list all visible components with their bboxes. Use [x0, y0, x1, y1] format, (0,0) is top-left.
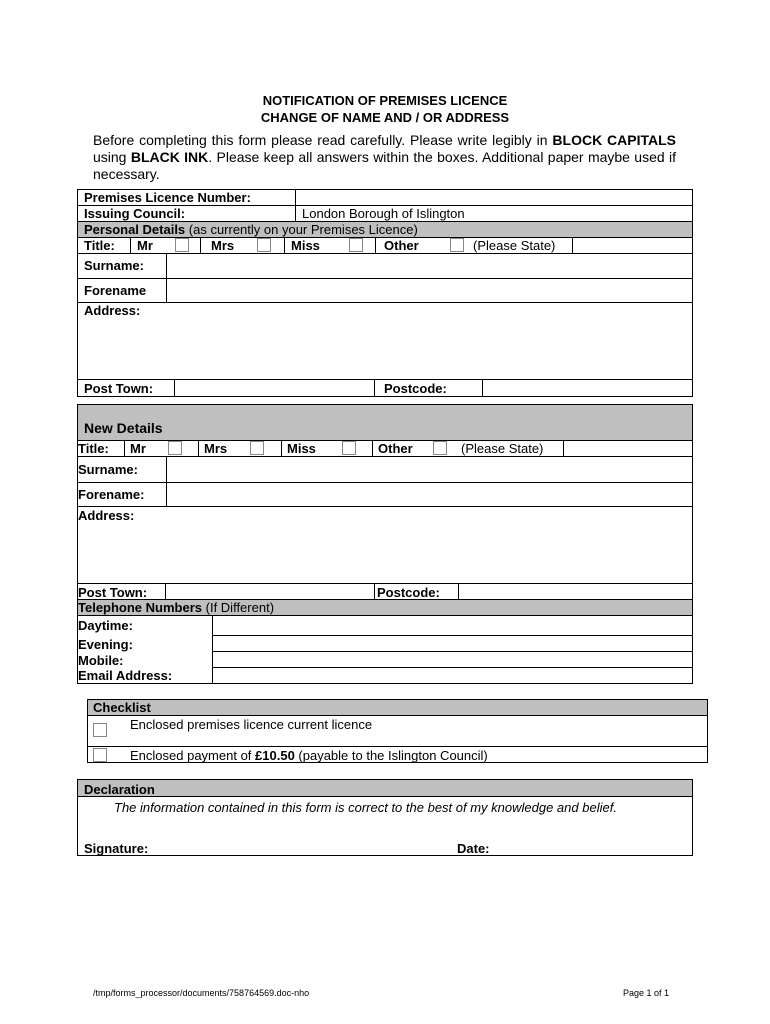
forename-field[interactable]	[167, 279, 692, 301]
new-title-mrs-label: Mrs	[204, 441, 228, 456]
form-subtitle: CHANGE OF NAME AND / OR ADDRESS	[260, 110, 510, 125]
footer-page-number: Page 1 of 1	[623, 988, 670, 998]
new-postcode-field[interactable]	[459, 584, 692, 599]
new-title-other-label: Other	[378, 441, 413, 456]
post-town-label: Post Town:	[84, 381, 154, 396]
licence-number-label: Premises Licence Number:	[84, 190, 251, 205]
title-other-checkbox[interactable]	[450, 238, 464, 252]
new-surname-field[interactable]	[167, 457, 692, 481]
title-mr-label: Mr	[137, 238, 153, 253]
declaration-heading: Declaration	[84, 782, 155, 797]
postcode-label: Postcode:	[384, 381, 447, 396]
telephone-heading: Telephone Numbers (If Different)	[78, 600, 275, 615]
daytime-label: Daytime:	[78, 618, 133, 633]
title-mrs-label: Mrs	[211, 238, 235, 253]
form-title: NOTIFICATION OF PREMISES LICENCE	[262, 93, 508, 108]
new-title-mr-checkbox[interactable]	[168, 441, 182, 455]
new-details-heading: New Details	[84, 420, 163, 436]
title-label: Title:	[84, 238, 115, 253]
new-title-mr-label: Mr	[130, 441, 146, 456]
surname-field[interactable]	[167, 254, 692, 277]
new-forename-field[interactable]	[167, 483, 692, 505]
mobile-label: Mobile:	[78, 653, 124, 668]
checklist-payment-label: Enclosed payment of £10.50 (payable to the Islington Council)	[130, 748, 488, 763]
title-mrs-checkbox[interactable]	[257, 238, 271, 252]
surname-label: Surname:	[84, 258, 144, 273]
new-post-town-label: Post Town:	[78, 585, 148, 600]
new-postcode-label: Postcode:	[377, 585, 440, 600]
evening-field[interactable]	[213, 636, 692, 651]
new-forename-label: Forename:	[78, 487, 145, 502]
new-title-label: Title:	[78, 441, 109, 456]
issuing-council-label: Issuing Council:	[84, 206, 186, 221]
mobile-field[interactable]	[213, 652, 692, 667]
please-state-label: (Please State)	[473, 238, 556, 253]
address-field[interactable]	[78, 320, 692, 378]
checklist-licence-checkbox[interactable]	[93, 723, 107, 737]
date-field[interactable]	[500, 836, 690, 854]
daytime-field[interactable]	[213, 616, 692, 635]
declaration-statement: The information contained in this form is correct to the best of my knowledge and belief.	[114, 800, 617, 815]
checklist-heading: Checklist	[93, 700, 151, 715]
post-town-field[interactable]	[175, 380, 373, 396]
title-miss-label: Miss	[291, 238, 320, 253]
title-mr-checkbox[interactable]	[175, 238, 189, 252]
address-label: Address:	[84, 303, 141, 318]
new-title-miss-checkbox[interactable]	[342, 441, 356, 455]
footer-file-path: /tmp/forms_processor/documents/758764569.doc-nho	[93, 988, 310, 998]
intro-text: Before completing this form please read carefully. Please write legibly in BLOCK CAPITALS using BLACK INK. Please keep all answers within the boxes. Additional paper maybe used if necessary.	[93, 132, 677, 182]
new-title-other-checkbox[interactable]	[433, 441, 447, 455]
evening-label: Evening:	[78, 637, 133, 652]
checklist-payment-checkbox[interactable]	[93, 748, 107, 762]
forename-label: Forename	[84, 283, 147, 298]
new-address-field[interactable]	[78, 524, 692, 582]
new-please-state-label: (Please State)	[461, 441, 544, 456]
new-title-miss-label: Miss	[287, 441, 316, 456]
email-label: Email Address:	[78, 668, 173, 683]
title-miss-checkbox[interactable]	[349, 238, 363, 252]
new-address-label: Address:	[78, 508, 135, 523]
issuing-council-value: London Borough of Islington	[302, 206, 465, 221]
checklist-licence-label: Enclosed premises licence current licence	[130, 717, 373, 732]
new-post-town-field[interactable]	[166, 584, 373, 599]
signature-field[interactable]	[160, 836, 450, 854]
signature-label: Signature:	[84, 841, 149, 856]
postcode-field[interactable]	[483, 380, 692, 396]
date-label: Date:	[457, 841, 490, 856]
new-surname-label: Surname:	[78, 462, 138, 477]
email-field[interactable]	[213, 668, 692, 683]
personal-details-heading: Personal Details (as currently on your Premises Licence)	[84, 222, 418, 237]
new-title-mrs-checkbox[interactable]	[250, 441, 264, 455]
title-other-label: Other	[384, 238, 419, 253]
